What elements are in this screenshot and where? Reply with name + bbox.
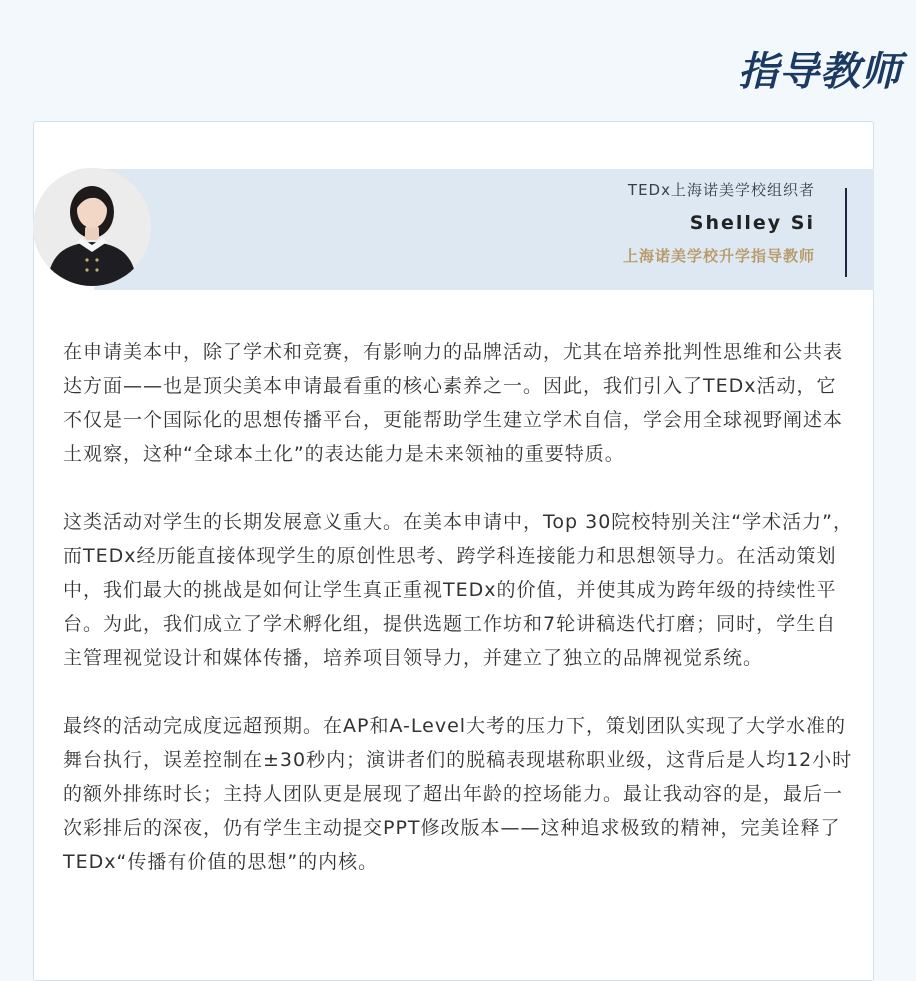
article-body — [63, 335, 853, 913]
page-title: 指导教师 — [738, 49, 902, 95]
paragraph-3: 最终的活动完成度远超预期。在AP和A-Level大考的压力下，策划团队实现了大学水准的舞台执行，误差控制在±30秒内；演讲者们的脱稿表现堪称职业级，这背后是人均12小时的额外排练时长；主持人团队更是展现了超出年龄的控场能力。最让我动容的是，最后一次彩排后的深夜，仍有学生主动提交PPT修改版本——这种追求极致的精神，完美诠释了TEDx“传播有价值的思想”的内核。 — [63, 715, 853, 873]
content-card — [33, 121, 874, 981]
avatar — [33, 168, 151, 286]
profile-role: 上海诺美学校升学指导教师 — [622, 247, 815, 265]
paragraph-1: 在申请美本中，除了学术和竞赛，有影响力的品牌活动，尤其在培养批判性思维和公共表达方面——也是顶尖美本申请最看重的核心素养之一。因此，我们引入了TEDx活动，它不仅是一个国际化的思想传播平台，更能帮助学生建立学术自信，学会用全球视野阐述本土观察，这种“全球本土化”的表达能力是未来领袖的重要特质。 — [63, 341, 844, 465]
profile-divider — [845, 188, 847, 277]
paragraph-2: 这类活动对学生的长期发展意义重大。在美本申请中，Top 30院校特别关注“学术活力”，而TEDx经历能直接体现学生的原创性思考、跨学科连接能力和思想领导力。在活动策划中，我们最大的挑战是如何让学生真正重视TEDx的价值，并使其成为跨年级的持续性平台。为此，我们成立了学术孵化组，提供选题工作坊和7轮讲稿迭代打磨；同时，学生自主管理视觉设计和媒体传播，培养项目领导力，并建立了独立的品牌视觉系统。 — [63, 511, 853, 669]
profile-info — [623, 178, 815, 268]
profile-org: TEDx上海诺美学校组织者 — [627, 181, 815, 199]
teacher-portrait-image — [33, 168, 151, 286]
profile-name: Shelley Si — [689, 212, 815, 234]
